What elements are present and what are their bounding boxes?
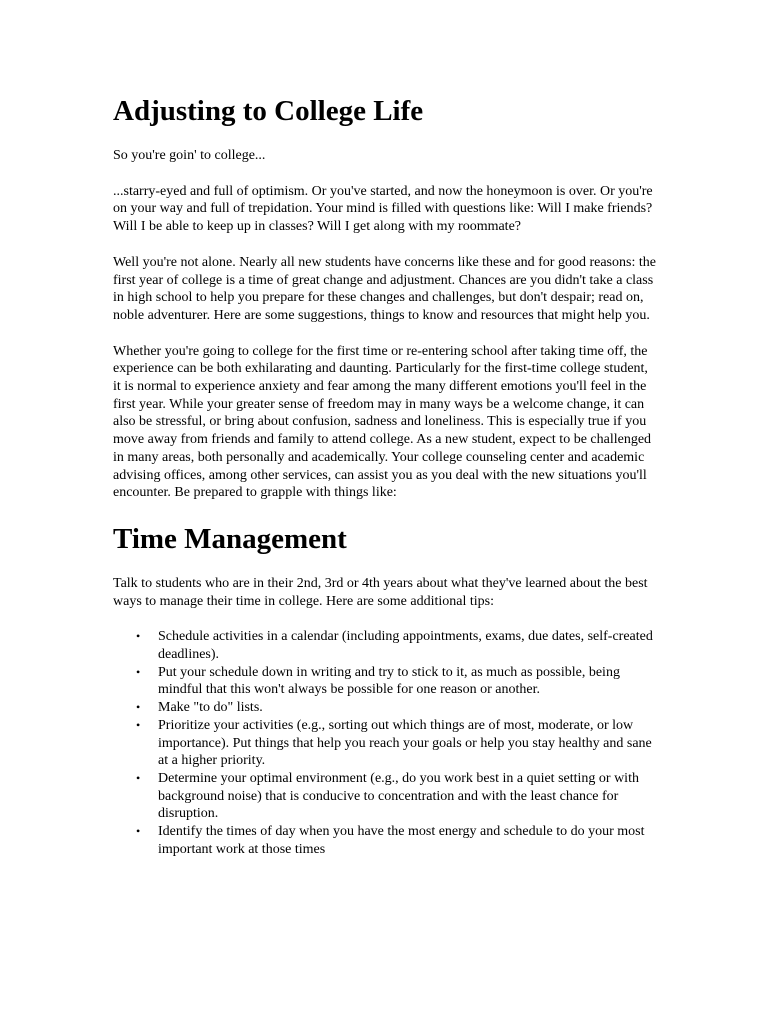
bullet-icon: • xyxy=(136,717,141,732)
bullet-icon: • xyxy=(136,770,141,785)
paragraph-3: Whether you're going to college for the first time or re-entering school after taking time off, the experience can be both exhilarating and daunting. Particularly for the first-time college student, it is normal to experience anxiety and fear among the many different emotions you'll feel in the first year. While your greater sense of freedom may in many ways be a welcome change, it can also be stressful, or bring about confusion, sadness and loneliness. This is especially true if you move away from friends and family to attend college. As a new student, expect to be challenged in many areas, both personally and academically. Your college counseling center and academic advising offices, among other services, can assist you as you deal with the new situations you'll encounter. Be prepared to grapple with things like: xyxy=(113,343,652,501)
list-item-text: Make "to do" lists. xyxy=(158,700,263,716)
list-item xyxy=(136,717,658,770)
list-item-text: Identify the times of day when you have the most energy and schedule to do your most important work at those times xyxy=(158,824,645,857)
list-item xyxy=(136,664,658,699)
list-item-text: Schedule activities in a calendar (including appointments, exams, due dates, self-created deadlines). xyxy=(158,629,653,663)
section-heading-time-management: Time Management xyxy=(113,522,347,555)
bullet-icon: • xyxy=(136,824,141,839)
document-page xyxy=(113,92,658,859)
list-item xyxy=(136,699,658,717)
list-item-text: Prioritize your activities (e.g., sorting out which things are of most, moderate, or low importance). Put things that help you reach your goals or help you stay healthy and sane at a higher priority. xyxy=(158,717,652,769)
list-item xyxy=(136,770,658,823)
paragraph-2: Well you're not alone. Nearly all new students have concerns like these and for good reasons: the first year of college is a time of great change and adjustment. Chances are you didn't take a class in high school to help you prepare for these changes and challenges, but don't despair; read on, noble adventurer. Here are some suggestions, things to know and resources that might help you. xyxy=(113,254,656,323)
bullet-icon: • xyxy=(136,664,141,679)
list-item xyxy=(136,628,658,663)
section-intro: Talk to students who are in their 2nd, 3rd or 4th years about what they've learned about the best ways to manage their time in college. Here are some additional tips: xyxy=(113,575,648,609)
bullet-icon: • xyxy=(136,629,141,644)
list-item-text: Determine your optimal environment (e.g., do you work best in a quiet setting or with background noise) that is conducive to concentration and with the least chance for disruption. xyxy=(158,770,639,822)
paragraph-1: ...starry-eyed and full of optimism. Or you've started, and now the honeymoon is over. Or you're on your way and full of trepidation. Your mind is filled with questions like: Will I make friends? Will I be able to keep up in classes? Will I get along with my roommate? xyxy=(113,183,653,235)
list-item-text: Put your schedule down in writing and try to stick to it, as much as possible, being mindful that this won't always be possible for one reason or another. xyxy=(158,664,620,698)
intro-line: So you're goin' to college... xyxy=(113,148,266,163)
tips-list xyxy=(113,628,658,858)
page-title: Adjusting to College Life xyxy=(113,95,424,127)
bullet-icon: • xyxy=(136,700,141,715)
list-item xyxy=(136,823,658,858)
